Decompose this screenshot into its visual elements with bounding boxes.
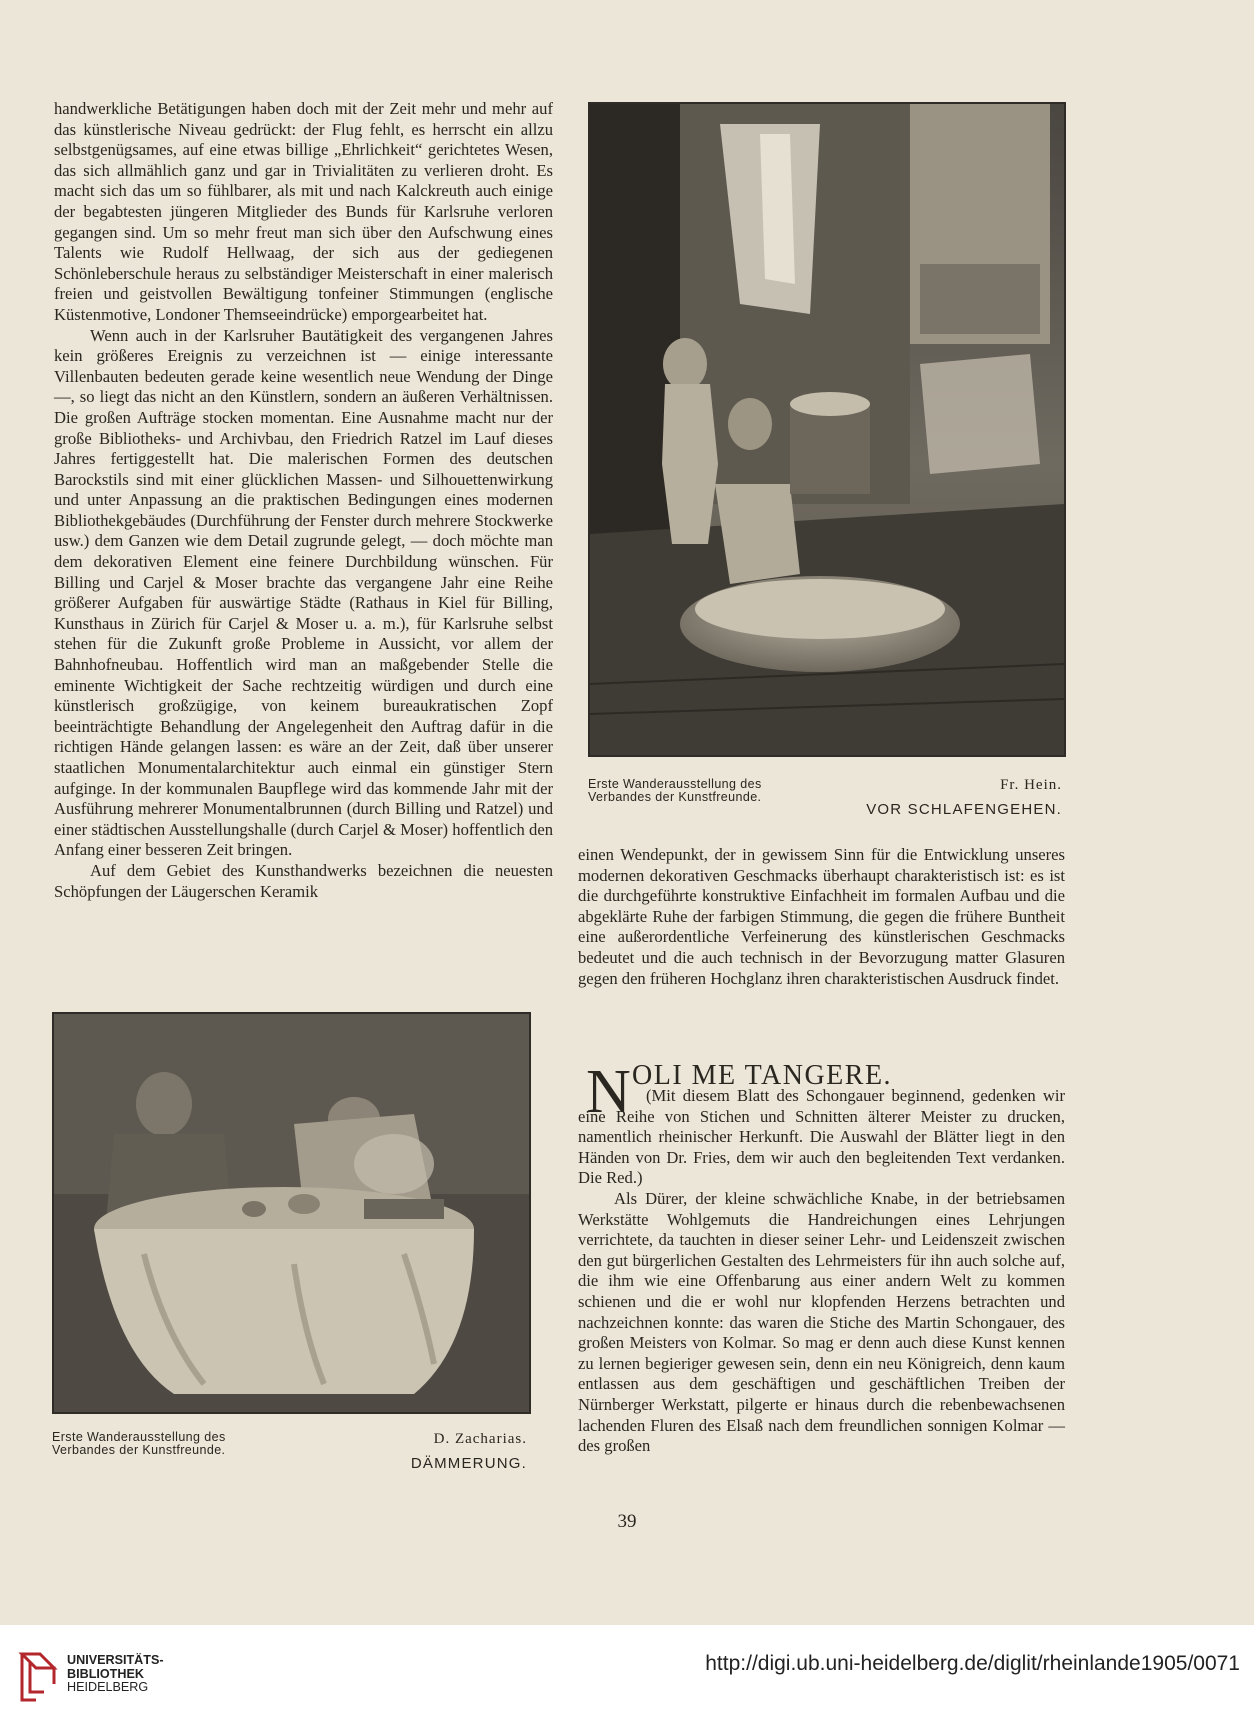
section-heading: OLI ME TANGERE. xyxy=(632,1060,893,1091)
paragraph: einen Wendepunkt, der in gewissem Sinn für die Entwicklung unseres modernen dekorativen Geschmacks überhaupt charakteristisch ist: es ist die durchgeführte konstruktive Einfachheit im formalen Aufbau und die abgeklärte Ruhe der farbigen Stimmung, die gegen die frühere Buntheit eine außerordentliche Verfeinerung des künstlerischen Geschmacks bedeutet und die auch technisch in der Bevorzugung matter Glasuren gegen den früheren Hochglanz ihren charakteristischen Ausdruck findet. xyxy=(578,845,1065,988)
drop-cap-initial: N xyxy=(586,1058,631,1126)
figure-title: VOR SCHLAFENGEHEN. xyxy=(866,801,1062,818)
figure-caption-source: Erste Wanderausstellung des Verbandes der Kunstfreunde. xyxy=(52,1430,226,1457)
figure-caption-source: Erste Wanderausstellung des Verbandes der Kunstfreunde. xyxy=(588,777,762,804)
figure-author: D. Zacharias. xyxy=(433,1431,527,1447)
paragraph: Als Dürer, der kleine schwächliche Knabe, in der betriebsamen Werkstätte Wohlgemuts die Handreichungen eines Lehrjungen verrichtete, da tauchten in dieser seiner Lehr- und Leidenszeit zwischen den gut bürgerlichen Gestalten des Lehrmeisters für ihn auch solche auf, die ihm wie eine Offenbarung aus einer andern Welt zu kommen schienen und die er wohl nur klopfenden Herzens betrachten und nachzeichnen konnte: das waren die Stiche des Martin Schongauer, des großen Meisters von Kolmar. So mag er denn auch diese Kunst kennen zu lernen begieriger gewesen sein, denn ein neu Königreich, denn kaum entlassen aus dem geschäftigen und geschäftlichen Treiben der Nürnberger Werkstatt, pilgerte er hinaus durch die rebenbewachsenen lachenden Fluren des Elsaß nach dem freundlichen sonnigen Kolmar — des großen xyxy=(578,1188,1065,1456)
paragraph: handwerkliche Betätigungen haben doch mit der Zeit mehr und mehr auf das künstlerische Niveau gedrückt: der Flug fehlt, es herrscht ein allzu selbstgenügsames, auf eine etwas billige „Ehrlichkeit“ gerichtetes Wesen, das sich allmählich ganz und gar in Trivialitäten zu verlieren droht. Es macht sich das um so fühlbarer, als mit und nach Kalckreuth auch einige der begabtesten jüngeren Mitglieder des Bunds für Karlsruhe verloren gegangen sind. Um so mehr freut man sich über den Aufschwung eines Talents wie Rudolf Hellwaag, der sich aus der gediegenen Schönleberschule heraus zu selbständiger Meisterschaft in einer malerisch freien und geistvollen Bewältigung tonfeiner Stimmungen (englische Küstenmotive, Londoner Themseeindrücke) emporgearbeitet hat. xyxy=(54,99,553,324)
page-number: 39 xyxy=(617,1511,637,1532)
paragraph: Auf dem Gebiet des Kunsthandwerks bezeichnen die neuesten Schöpfungen der Läugerschen Keramik xyxy=(54,860,553,901)
painting-image xyxy=(590,104,1064,755)
left-column-text xyxy=(54,99,553,902)
figure-author: Fr. Hein. xyxy=(1000,777,1062,793)
noli-text xyxy=(578,1086,1065,1457)
paragraph: Wenn auch in der Karlsruher Bautätigkeit des vergangenen Jahres kein größeres Ereignis zu verzeichnen ist — einige interessante Villenbauten bedeuten gerade keine wesentlich neue Wendung der Dinge —, so liegt das nicht an den Künstlern, sondern an äußeren Verhältnissen. Die großen Aufträge stocken momentan. Eine Ausnahme macht nur der große Bibliotheks- und Archivbau, den Friedrich Ratzel im Lauf dieses Jahres fertiggestellt hat. Die malerischen Formen des deutschen Barockstils sind mit einer glücklichen Massen- und Silhouettenwirkung und unter Anpassung an die praktischen Bedingungen eines modernen Bibliothekgebäudes (Durchführung der Fenster durch mehrere Stockwerke usw.) dem Ganzen wie dem Detail zugrunde gelegt, — doch möchte man dem dekorativen Element eine feinere Durchbildung wünschen. Für Billing und Carjel & Moser brachte das vergangene Jahr eine Reihe größerer Aufgaben für auswärtige Städte (Rathaus in Kiel für Billing, Kunsthaus in Zürich für Carjel & Moser u. a. m.), für Karlsruhe selbst stehen für die Zukunft große Probleme in Aussicht, vor allem der Bahnhofneubau. Hoffentlich wird man an maßgebender Stelle die eminente Wichtigkeit der Sache rechtzeitig würdigen und durch eine künstlerisch großzügige, von keinem bureaukratischen Zopf beeinträchtigte Behandlung der Angelegenheit den Auftrag dafür in die richtigen Hände gelangen lassen: es wäre an der Zeit, daß über unserer staatlichen Monumentalarchitektur auch einmal ein günstiger Stern aufginge. In der kommunalen Baupflege wird das kommende Jahr mit der Ausführung mehrerer Monumentalbrunnen (durch Billing und Ratzel) und einer städtischen Ausstellungshalle (durch Carjel & Moser) hoffentlich den Anfang einer besseren Zeit bringen. xyxy=(54,325,553,860)
painting-vor-schlafengehen xyxy=(588,102,1066,757)
right-column-text xyxy=(578,845,1065,989)
painting-image xyxy=(54,1014,529,1412)
figure-title: DÄMMERUNG. xyxy=(410,1455,527,1472)
library-logo-icon xyxy=(16,1648,60,1713)
library-name: UNIVERSITÄTS- BIBLIOTHEK HEIDELBERG xyxy=(67,1653,164,1694)
editorial-note: (Mit diesem Blatt des Schongauer beginnend, gedenken wir eine Reihe von Stichen und Schnitten älterer Meister zu drucken, namentlich rheinischer Herkunft. Die Auswahl der Blätter liegt in den Händen von Dr. Fries, dem wir auch den begleitenden Text verdanken. Die Red.) xyxy=(578,1086,1065,1188)
source-url-link[interactable]: http://digi.ub.uni-heidelberg.de/diglit/rheinlande1905/0071 xyxy=(705,1652,1240,1675)
painting-daemmerung xyxy=(52,1012,531,1414)
footer xyxy=(0,1625,1254,1727)
